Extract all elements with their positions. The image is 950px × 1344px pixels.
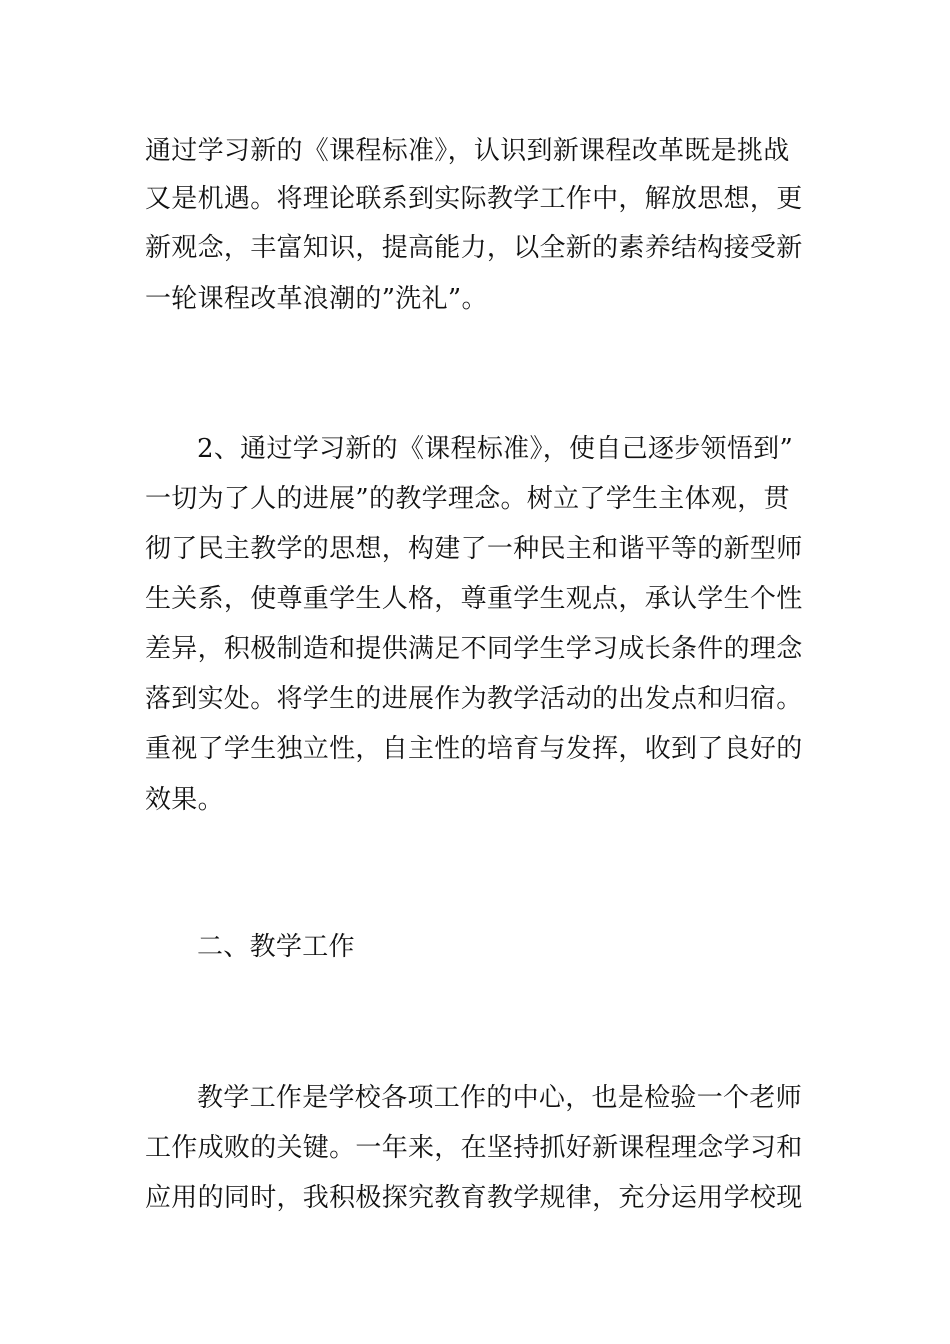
paragraph-3-line-1: 教学工作是学校各项工作的中心，也是检验一个老师 — [197, 1083, 802, 1113]
paragraph-1-line-1: 通过学习新的《课程标准》，认识到新课程改革既是挑战 — [145, 136, 790, 166]
section-heading: 二、教学工作 — [197, 932, 355, 962]
paragraph-2-line-3: 彻了民主教学的思想，构建了一种民主和谐平等的新型师 — [145, 534, 803, 564]
paragraph-2-line-6: 落到实处。将学生的进展作为教学活动的出发点和归宿。 — [145, 684, 803, 714]
paragraph-2-line-8: 效果。 — [145, 785, 224, 815]
paragraph-1-line-2: 又是机遇。将理论联系到实际教学工作中，解放思想，更 — [145, 184, 803, 214]
paragraph-1-line-3: 新观念，丰富知识，提高能力，以全新的素养结构接受新 — [145, 233, 803, 263]
paragraph-2-line-7: 重视了学生独立性，自主性的培育与发挥，收到了良好的 — [145, 734, 803, 764]
paragraph-2-line-1: 2、通过学习新的《课程标准》，使自己逐步领悟到” — [197, 434, 794, 464]
paragraph-3-line-3: 应用的同时，我积极探究教育教学规律，充分运用学校现 — [145, 1183, 803, 1213]
paragraph-2-line-4: 生关系，使尊重学生人格，尊重学生观点，承认学生个性 — [145, 584, 803, 614]
paragraph-2-line-2: 一切为了人的进展”的教学理念。树立了学生主体观，贯 — [145, 484, 790, 514]
paragraph-1-line-4: 一轮课程改革浪潮的”洗礼”。 — [145, 284, 488, 314]
paragraph-2-line-5: 差异，积极制造和提供满足不同学生学习成长条件的理念 — [145, 634, 803, 664]
paragraph-3-line-2: 工作成败的关键。一年来，在坚持抓好新课程理念学习和 — [145, 1133, 803, 1163]
